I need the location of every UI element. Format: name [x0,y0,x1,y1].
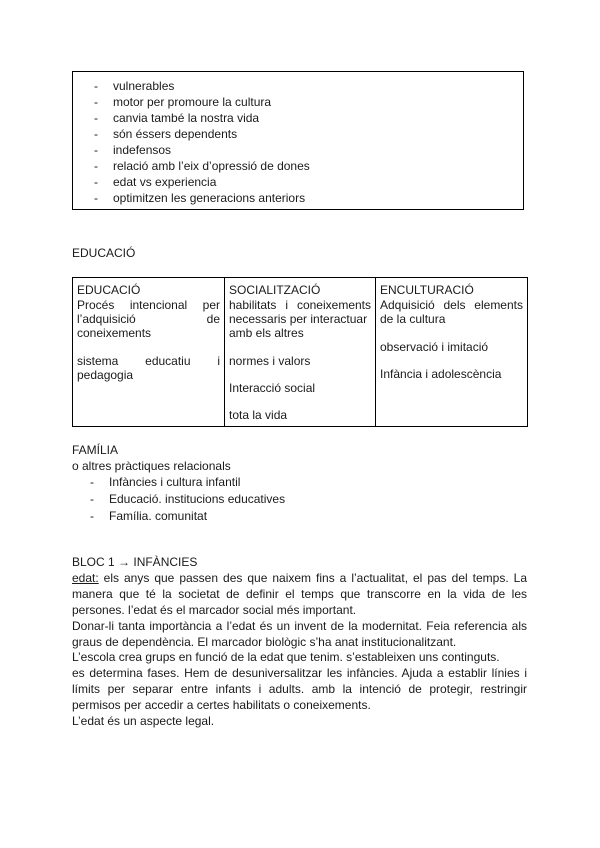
cell-line: necessaris per interactuar [229,312,368,326]
list-item-text: són éssers dependents [113,127,238,141]
cell-line: Procés intencional per [77,298,220,312]
cell-line: observació i imitació [380,340,489,354]
list-item [90,474,285,491]
list-dash: - [90,492,94,506]
column-header: EDUCACIÓ [77,283,141,297]
cell-line: sistema educatiu i [77,354,220,368]
educacio-heading: EDUCACIÓ [72,246,136,260]
list-item [94,190,310,206]
bloc-section [72,555,527,730]
cell-line: pedagogia [77,368,134,382]
list-item-text: Família. comunitat [109,509,208,523]
cell-line: tota la vida [229,408,288,422]
paragraph [72,571,527,619]
list-item-text: optimitzen les generacions anteriors [113,191,306,205]
familia-section [72,442,285,525]
list-item [90,508,285,525]
list-item-text: vulnerables [113,79,175,93]
list-item-text: Infàncies i cultura infantil [109,475,241,489]
table-row [73,278,528,427]
paragraph: Donar-li tanta importància a l’edat és un invent de la modernitat. Feia referencia als graus de dependència. El marcador biològic s’ha anat institucionalitzant. [72,618,527,649]
paragraph-text: els anys que passen des que naixem fins a l’actualitat, el pas del temps. La manera que té la societat de definir el temps que transcorre en la vida de les persones. l’edat és el marcador social més important. [72,570,527,617]
list-dash: - [94,143,98,157]
column-header: ENCULTURACIÓ [380,283,474,297]
term-label: edat: [72,570,99,585]
list-dash: - [94,79,98,93]
cell-line: Interacció social [229,381,316,395]
list-dash: - [94,127,98,141]
list-item-text: edat vs experiencia [113,175,217,189]
list-dash: - [94,175,98,189]
cell-line: de la cultura [380,312,446,326]
table-cell-educacio [73,278,225,427]
list-dash: - [94,95,98,109]
cell-line: coneixements [77,326,152,340]
cell-line: amb els altres [229,326,304,340]
paragraph: es determina fases. Hem de desuniversalitzar les infàncies. Ajuda a establir línies i límits per separar entre infants i adults. amb la intenció de protegir, restringir permisos per accedir a certes habilitats o coneixements. [72,666,527,713]
list-item [90,491,285,508]
list-item-text: canvia també la nostra vida [113,111,260,125]
table-cell-socialitzacio [225,278,376,427]
familia-list [72,474,285,525]
list-item [94,110,310,126]
characteristics-list [94,78,310,206]
list-dash: - [90,509,94,523]
paragraph: L’edat és un aspecte legal. [72,714,215,729]
list-dash: - [94,111,98,125]
cell-line: normes i valors [229,354,311,368]
concepts-table [72,277,528,427]
table-cell-enculturacio [376,278,528,427]
list-item-text: indefensos [113,143,172,157]
list-item [94,142,310,158]
list-item [94,158,310,174]
cell-line: l’adquisició de [77,312,220,326]
cell-line: habilitats i coneixements [229,298,371,312]
list-item-text: Educació. institucions educatives [109,492,286,506]
list-item [94,78,310,94]
list-item-text: motor per promoure la cultura [113,95,272,109]
list-item [94,126,310,142]
list-dash: - [94,159,98,173]
familia-title: FAMÍLIA [72,443,119,457]
characteristics-box [72,71,524,210]
list-item-text: relació amb l’eix d’opressió de dones [113,159,310,173]
cell-line: Infància i adolescència [380,367,502,381]
cell-line: Adquisició dels elements [380,298,523,312]
bloc-title: BLOC 1 → INFÀNCIES [72,555,198,569]
familia-subtitle: o altres pràctiques relacionals [72,459,231,473]
column-header: SOCIALITZACIÓ [229,283,321,297]
list-item [94,94,310,110]
list-item [94,174,310,190]
paragraph: L’escola crea grups en funció de la edat que tenim. s’estableixen uns continguts. [72,650,500,665]
list-dash: - [90,475,94,489]
list-dash: - [94,191,98,205]
